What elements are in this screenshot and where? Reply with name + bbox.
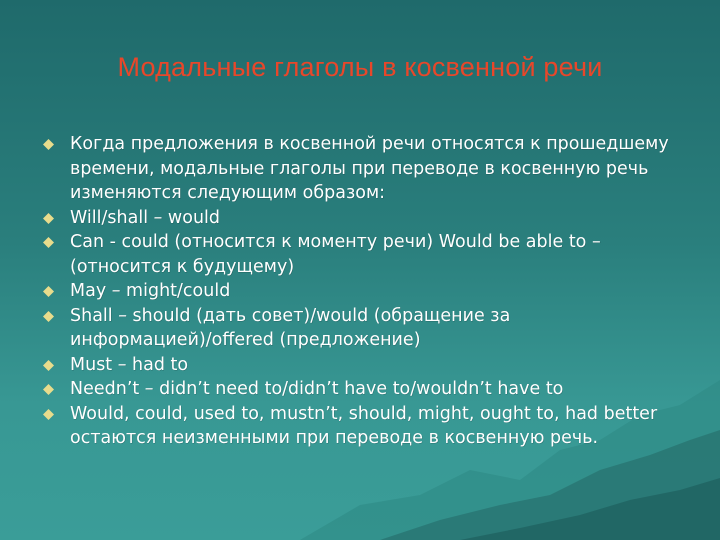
diamond-bullet-icon bbox=[43, 286, 54, 297]
list-item bbox=[42, 304, 702, 353]
diamond-bullet-icon bbox=[43, 213, 54, 224]
list-item-text: Needn’t – didn’t need to/didn’t have to/wouldn’t have to bbox=[70, 379, 564, 399]
list-item-text: Must – had to bbox=[70, 354, 189, 375]
slide-title: Модальные глаголы в косвенной речи bbox=[117, 52, 603, 82]
diamond-bullet-icon bbox=[43, 237, 54, 248]
list-item-text: Can - could (относится к моменту речи) Would be able to – (относится к будущему) bbox=[70, 232, 601, 277]
list-item-text: Shall – should (дать совет)/would (обращение за информацией)/offered (предложение) bbox=[70, 305, 511, 350]
list-item-text: Would, could, used to, mustn’t, should, might, ought to, had better остаются неизменными при переводе в косвенную речь. bbox=[70, 403, 658, 448]
diamond-bullet-icon bbox=[43, 311, 54, 322]
list-item bbox=[42, 230, 702, 279]
diamond-bullet-icon bbox=[43, 409, 54, 420]
diamond-bullet-icon bbox=[43, 360, 54, 371]
list-item bbox=[42, 353, 702, 378]
list-item bbox=[42, 377, 702, 402]
list-item bbox=[42, 132, 702, 206]
list-item-text: May – might/could bbox=[70, 281, 231, 301]
diamond-bullet-icon bbox=[43, 139, 54, 150]
bullet-list bbox=[42, 132, 702, 451]
list-item-text: Will/shall – would bbox=[70, 207, 221, 228]
list-item-text: Когда предложения в косвенной речи относятся к прошедшему времени, модальные глаголы при переводе в косвенную речь изменяются следующим образом: bbox=[70, 134, 669, 203]
list-item bbox=[42, 206, 702, 231]
list-item bbox=[42, 402, 702, 451]
list-item bbox=[42, 279, 702, 304]
diamond-bullet-icon bbox=[43, 384, 54, 395]
